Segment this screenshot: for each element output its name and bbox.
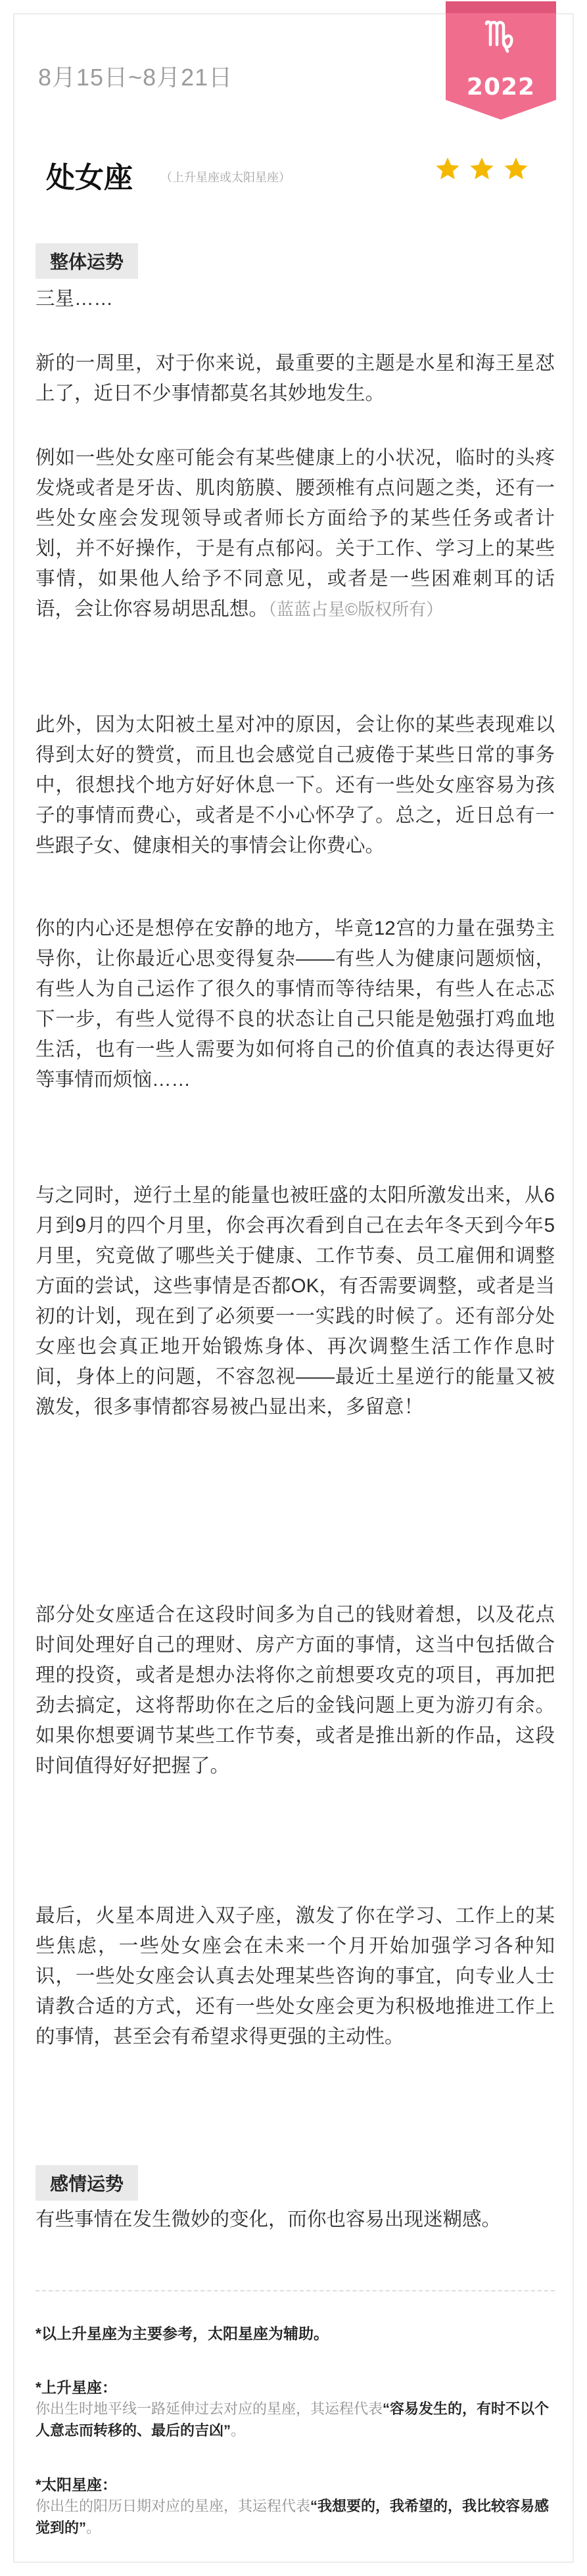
rating-stars bbox=[434, 155, 530, 183]
copyright-note: （蓝蓝占星©版权所有） bbox=[268, 599, 444, 619]
overall-paragraph: 部分处女座适合在这段时间多为自己的钱财着想，以及花点时间处理好自己的理财、房产方面的事情，这当中包括做合理的投资，或者是想办法将你之前想要攻克的项目，再加把劲去搞定，这将帮助你在之后的金钱问题上更为游刃有余。如果你想要调节某些工作节奏，或者是推出新的作品，这段时间值得好好把握了。 bbox=[35, 1604, 555, 1777]
paragraph-text: 例如一些处女座可能会有某些健康上的小状况，临时的头疼发烧或者是牙齿、肌肉筋膜、腰颈椎有点问题之类，还有一些处女座会发现领导或者师长方面给予的某些任务或者计划，并不好操作，于是有点郁闷。关于工作、学习上的某些事情，如果他人给予不同意见，或者是一些困难刺耳的话语，会让你容易胡思乱想。 bbox=[35, 447, 555, 620]
badge-year: 2022 bbox=[466, 74, 536, 101]
overall-fortune-tag: 整体运势 bbox=[35, 243, 138, 279]
reference-note: *以上升星座为主要参考，太阳星座为辅助。 bbox=[35, 2325, 329, 2342]
love-paragraph: 有些事情在发生微妙的变化，而你也容易出现迷糊感。 bbox=[35, 2209, 502, 2230]
sun-sign-desc bbox=[35, 2495, 555, 2539]
sign-title-row bbox=[35, 146, 561, 199]
rising-desc-end: 。 bbox=[231, 2422, 246, 2439]
rising-desc-quote: “容易发生的，有时不以个人意志而转移的、最后的吉凶” bbox=[35, 2400, 550, 2439]
sun-desc-quote: “我想要的，我希望的，我比较容易感觉到的” bbox=[35, 2498, 550, 2536]
year-badge bbox=[446, 1, 556, 120]
star-icon bbox=[434, 155, 461, 183]
love-fortune-tag: 感情运势 bbox=[35, 2165, 138, 2201]
star-icon bbox=[502, 155, 530, 183]
overall-paragraph: 三星…… bbox=[35, 288, 114, 310]
sign-name: 处女座 bbox=[46, 161, 133, 195]
rising-sign-desc bbox=[35, 2398, 555, 2441]
overall-paragraph: 最后，火星本周进入双子座，激发了你在学习、工作上的某些焦虑，一些处女座会在未来一个月开始加强学习各种知识，一些处女座会认真去处理某些咨询的事宜，向专业人士请教合适的方式，还有一些处女座会更为积极地推进工作上的事情，甚至会有希望求得更强的主动性。 bbox=[35, 1905, 555, 2048]
sun-sign-title: *太阳星座： bbox=[35, 2476, 117, 2493]
horoscope-card bbox=[13, 13, 574, 2563]
overall-paragraph: 与之同时，逆行土星的能量也被旺盛的太阳所激发出来，从6月到9月的四个月里，你会再次看到自己在去年冬天到今年5月里，究竟做了哪些关于健康、工作节奏、员工雇佣和调整方面的尝试，这些事情是否都OK，有否需要调整，或者是当初的计划，现在到了必须要一一实践的时候了。还有部分处女座也会真正地开始锻炼身体、再次调整生活工作作息时间，身体上的问题，不容忽视——最近土星逆行的能量又被激发，很多事情都容易被凸显出来，多留意！ bbox=[35, 1184, 555, 1418]
divider bbox=[35, 2290, 555, 2291]
overall-paragraph bbox=[35, 443, 555, 624]
rising-sign-title: *上升星座： bbox=[35, 2379, 117, 2396]
rising-desc-text: 你出生时地平线一路延伸过去对应的星座，其运程代表 bbox=[35, 2400, 383, 2417]
overall-paragraph: 此外，因为太阳被土星对冲的原因，会让你的某些表现难以得到太好的赞赏，而且也会感觉自己疲倦于某些日常的事务中，很想找个地方好好休息一下。还有一些处女座容易为孩子的事情而费心，或者是不小心怀孕了。总之，近日总有一些跟子女、健康相关的事情会让你费心。 bbox=[35, 714, 555, 856]
date-range: 8月15日~8月21日 bbox=[38, 64, 233, 91]
virgo-icon bbox=[481, 16, 521, 55]
sign-subtitle: （上升星座或太阳星座） bbox=[160, 171, 291, 184]
overall-paragraph: 你的内心还是想停在安静的地方，毕竟12宫的力量在强势主导你，让你最近心思变得复杂——有些人为健康问题烦恼，有些人为自己运作了很久的事情而等待结果，有些人在忐忑下一步，有些人觉得不良的状态让自己只能是勉强打鸡血地生活，也有一些人需要为如何将自己的价值真的表达得更好等事情而烦恼…… bbox=[35, 918, 555, 1090]
sun-desc-text: 你出生的阳历日期对应的星座，其运程代表 bbox=[35, 2498, 311, 2514]
sun-desc-end: 。 bbox=[86, 2519, 101, 2536]
overall-paragraph: 新的一周里，对于你来说，最重要的主题是水星和海王星怼上了，近日不少事情都莫名其妙地发生。 bbox=[35, 352, 555, 404]
star-icon bbox=[468, 155, 496, 183]
